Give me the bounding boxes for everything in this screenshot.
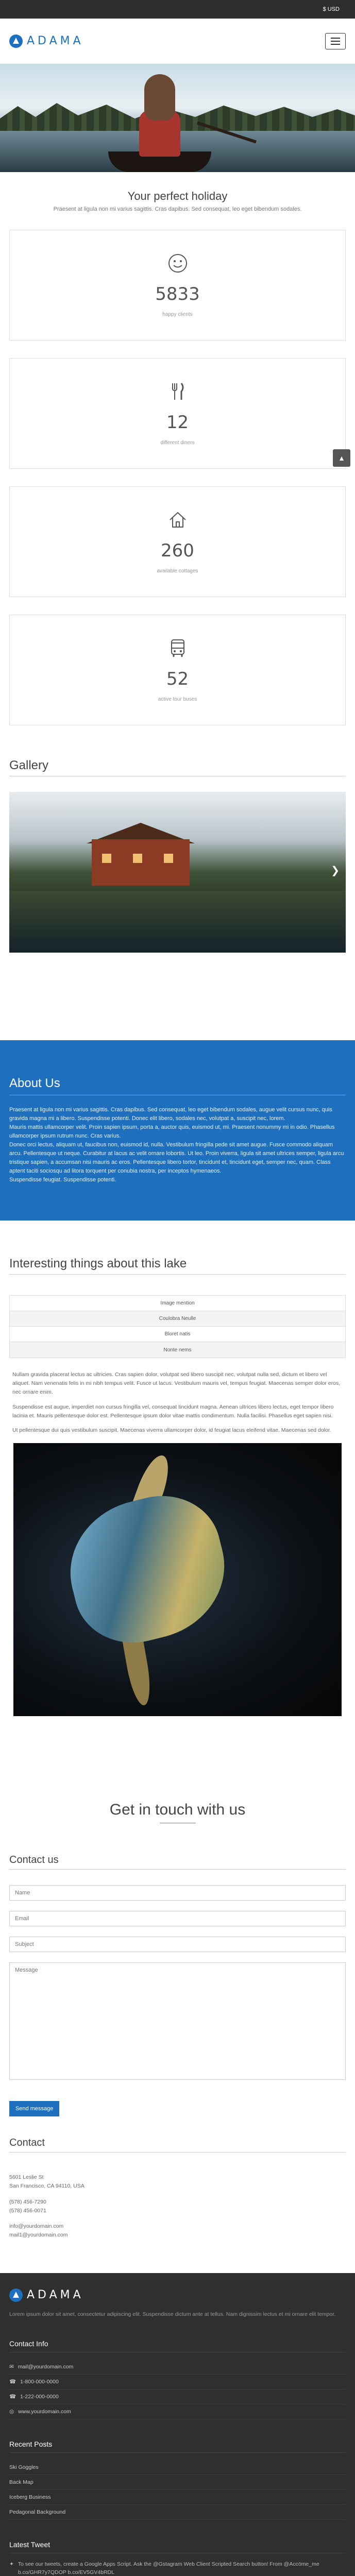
stat-value: 12 [166, 412, 189, 433]
message-field[interactable] [9, 1962, 346, 2080]
about-paragraph: Mauris mattis ullamcorper velit. Proin sapien ipsum, porta a, auctor quis, euismod ut, mi. Praesent nonummy mi in odio. Phasellus ullamcorper ipsum rutrum nunc. Cras varius. [9, 1124, 335, 1140]
send-message-button[interactable]: Send message [9, 2101, 59, 2116]
tweet-text: To see our tweets, create a Google Apps Script. Ask the @Gstagram Web Client Scripted Search button! From @Accöme_me b.co/GHR7y7QDOP b.co/EV5GV4bRDL [18, 2561, 319, 2575]
stat-label: different diners [160, 440, 195, 446]
stat-card [9, 486, 346, 597]
contact-info [0, 2153, 355, 2240]
contact-info-title: Contact [9, 2137, 45, 2149]
about-title: About Us [9, 1076, 60, 1090]
table-row: Image mention [10, 1296, 345, 1311]
list-item[interactable]: ☎ 1-800-000-0000 [9, 2375, 346, 2389]
recent-posts-list [9, 2460, 346, 2520]
bus-icon [167, 638, 188, 658]
footer-contact-list [9, 2360, 346, 2419]
house-icon [167, 510, 188, 530]
fish-image [13, 1443, 342, 1716]
emails [9, 2222, 346, 2240]
top-bar [0, 0, 355, 19]
tagline-subtitle: Praesent at ligula non mi varius sagittis. Cras dapibus. Sed consequat, leo eget bibendum sodales. [53, 206, 302, 212]
contact-form [0, 1870, 355, 2116]
site-footer [0, 2273, 355, 2576]
email-field[interactable] [9, 1911, 346, 1926]
site-logo[interactable] [9, 35, 84, 48]
about-section [0, 1040, 355, 1221]
recent-posts-title: Recent Posts [9, 2439, 53, 2448]
globe-icon: ◎ [9, 2408, 14, 2415]
hero-image [0, 64, 355, 172]
list-item[interactable]: ✉ mail@yourdomain.com [9, 2360, 346, 2375]
logo-text: ADAMA [27, 35, 84, 47]
list-item[interactable]: Pedagonal Background [9, 2505, 346, 2520]
stat-label: active tour buses [158, 697, 197, 702]
address: 5601 Leslie St San Francisco, CA 94110, USA [9, 2174, 84, 2189]
list-item[interactable]: ☎ 1-222-000-0000 [9, 2389, 346, 2404]
tweet [9, 2561, 346, 2576]
get-in-touch-title: Get in touch with us [109, 1801, 246, 1819]
gallery-section [0, 743, 355, 953]
list-item[interactable]: ◎ www.yourdomain.com [9, 2404, 346, 2419]
stat-value: 260 [161, 540, 194, 561]
paragraph: Suspendisse est augue, imperdiet non cursus fringilla vel, consequat tincidunt magna. Aenean ultrices libero lectus, eget tempor libero lacinia et. Mauris pellentesque dolor est. Pellentesque ipsum dolor vitae mattis condimentum. Nulla facilisi. Phasellus eget sapien nisi. [12, 1403, 334, 1419]
footer-description: Lorem ipsum dolor sit amet, consectetur adipiscing elit. Suspendisse dictum ante at tellus. Nam dignissim lectus et mi ornare elit tempor. [9, 2311, 336, 2317]
list-item[interactable]: Back Map [9, 2475, 346, 2490]
scroll-top-button[interactable] [333, 449, 350, 467]
menu-icon[interactable] [325, 33, 346, 49]
list-item[interactable]: Iceberg Business [9, 2490, 346, 2505]
email-link[interactable]: info@yourdomain.com [9, 2223, 64, 2230]
stat-card [9, 230, 346, 341]
lake-facts-section [0, 1221, 355, 1716]
contact-form-title: Contact us [9, 1854, 59, 1866]
about-paragraph: Praesent at ligula non mi varius sagittis. Cras dapibus. Sed consequat, leo eget bibendum sodales, augue velit cursus nunc, quis gravida magna mi a libero. Suspendisse potenti. Donec elit libero, sodales nec, volutpat a, suscipit nec, lorem. [9, 1107, 332, 1122]
cutlery-icon [167, 381, 188, 402]
logo-text: ADAMA [27, 2289, 84, 2302]
smiley-icon [167, 253, 188, 274]
logo-icon [9, 2289, 23, 2302]
twitter-icon: ✦ [9, 2561, 14, 2567]
contact-info-section [0, 2116, 355, 2240]
lake-facts-table [9, 1295, 346, 1358]
contact-form-section [0, 1823, 355, 2116]
logo-icon [9, 35, 23, 48]
about-paragraph: Donec orci lectus, aliquam ut, faucibus non, euismod id, nulla. Vestibulum fringilla pede sit amet augue. Fusce commodo aliquam arcu. Pellentesque ut neque. Curabitur at lacus ac velit ornare lobortis. Ut leo. Proin viverra, ligula sit amet ultrices semper, ligula arcu tristique sapien, a accumsan nisi mauris ac eros. Pellentesque libero tortor, tincidunt et, tincidunt eget, semper nec, quam. Class aptent taciti sociosqu ad litora torquent per conubia nostra, per inceptos hymenaeos. [9, 1142, 344, 1175]
get-in-touch-section [0, 1801, 355, 1823]
phones: (578) 456-7290 (578) 456-0071 [9, 2198, 46, 2214]
email-link[interactable]: mail1@yourdomain.com [9, 2232, 68, 2239]
site-header [0, 19, 355, 64]
name-field[interactable] [9, 1885, 346, 1901]
about-paragraph: Suspendisse feugiat. Suspendisse potenti. [9, 1177, 116, 1183]
table-row: Nonte nems [10, 1342, 345, 1358]
stat-card [9, 615, 346, 725]
footer-contact-title: Contact Info [9, 2339, 48, 2348]
phone-icon: ☎ [9, 2393, 16, 2400]
table-row: Coulobra Neulle [10, 1311, 345, 1327]
stat-value: 5833 [155, 284, 200, 304]
phone-icon: ☎ [9, 2378, 16, 2385]
tagline-section [0, 172, 355, 230]
stat-label: available cottages [157, 568, 198, 574]
next-arrow-icon[interactable]: ❯ [331, 865, 340, 876]
latest-tweet-title: Latest Tweet [9, 2540, 50, 2549]
lake-facts-text [12, 1370, 343, 1435]
gallery-title: Gallery [9, 758, 49, 772]
subject-field[interactable] [9, 1937, 346, 1952]
paragraph: Ut pellentesque dui quis vestibulum suscipit. Maecenas viverra ullamcorper dolor, id feugiat lacus eleifend vitae. Maecenas sed dolor. [12, 1427, 331, 1434]
list-item[interactable]: Ski Goggles [9, 2460, 346, 2475]
gallery-image[interactable] [9, 792, 346, 953]
chevron-up-icon: ▲ [338, 454, 345, 462]
tagline-title: Your perfect holiday [127, 190, 228, 202]
table-row: Bloret natis [10, 1327, 345, 1342]
stat-value: 52 [166, 669, 189, 689]
stat-label: happy clients [162, 312, 193, 317]
currency-selector[interactable]: $ USD [323, 6, 340, 12]
footer-logo[interactable] [9, 2289, 346, 2302]
stat-card [9, 358, 346, 469]
lake-facts-title: Interesting things about this lake [9, 1257, 187, 1271]
mail-icon: ✉ [9, 2363, 14, 2370]
paragraph: Nullam gravida placerat lectus ac ultricies. Cras sapien dolor, volutpat sed libero suscipit nec, volutpat nulla sed, dictum et libero vel aliquet. Nam venenatis felis in mi nibh tempus velit. Fusce ut lacus. Vestibulum mauris vel, tempus feugiat. Maecenas semper dolor eros, nec ornare enim. [12, 1371, 341, 1396]
